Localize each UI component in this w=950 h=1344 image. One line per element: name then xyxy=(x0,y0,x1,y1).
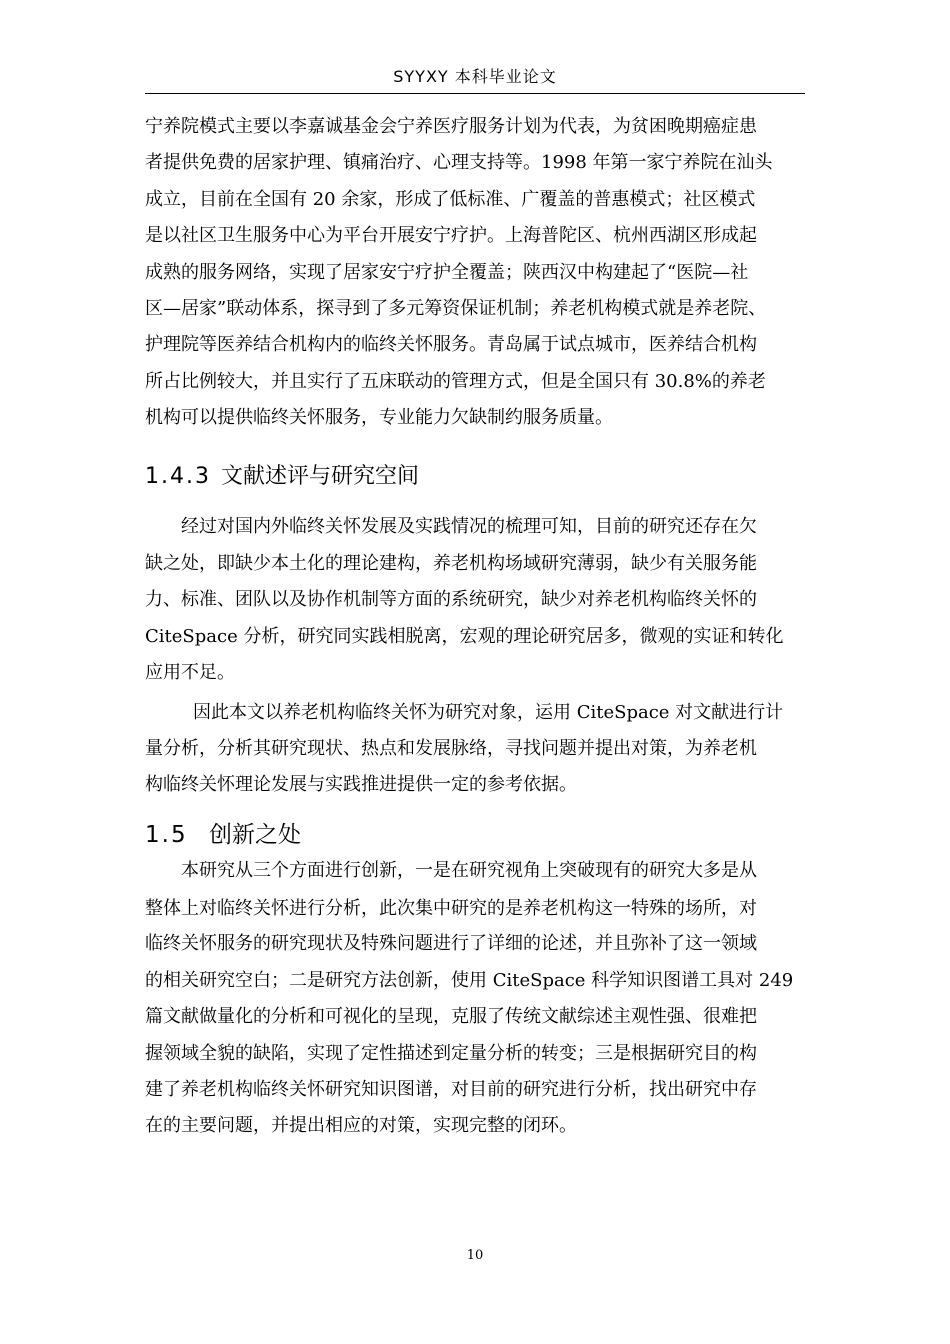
text-line: 篇文献做量化的分析和可视化的呈现，克服了传统文献综述主观性强、很难把 xyxy=(145,1006,757,1027)
text-line: 机构可以提供临终关怀服务，专业能力欠缺制约服务质量。 xyxy=(145,407,613,428)
page-number: 10 xyxy=(466,1248,484,1263)
running-header: SYYXY 本科毕业论文 xyxy=(393,67,557,86)
text-line: 护理院等医养结合机构内的临终关怀服务。青岛属于试点城市，医养结合机构 xyxy=(145,334,757,355)
text-line: 区—居家”联动体系，探寻到了多元筹资保证机制；养老机构模式就是养老院、 xyxy=(145,298,767,319)
text-line: 力、标准、团队以及协作机制等方面的系统研究，缺少对养老机构临终关怀的 xyxy=(145,589,757,610)
section-heading-1-4-3 xyxy=(145,460,419,494)
text-line: 因此本文以养老机构临终关怀为研究对象，运用 CiteSpace 对文献进行计 xyxy=(193,702,784,723)
text-line: 临终关怀服务的研究现状及特殊问题进行了详细的论述，并且弥补了这一领域 xyxy=(145,933,757,954)
text-line: 建了养老机构临终关怀研究知识图谱，对目前的研究进行分析，找出研究中存 xyxy=(145,1079,757,1100)
section-title: 创新之处 xyxy=(209,822,301,848)
text-line: 成熟的服务网络，实现了居家安宁疗护全覆盖；陕西汉中构建起了“医院—社 xyxy=(145,262,749,283)
section-number: 1.4.3 xyxy=(145,464,211,489)
text-line: 经过对国内外临终关怀发展及实践情况的梳理可知，目前的研究还存在欠 xyxy=(181,516,757,537)
text-line: 在的主要问题，并提出相应的对策，实现完整的闭环。 xyxy=(145,1115,577,1136)
section-heading-1-5 xyxy=(145,818,301,852)
text-line: 成立，目前在全国有 20 余家，形成了低标准、广覆盖的普惠模式；社区模式 xyxy=(145,189,756,210)
header-rule xyxy=(145,93,805,94)
text-line: 宁养院模式主要以李嘉诚基金会宁养医疗服务计划为代表，为贫困晚期癌症患 xyxy=(145,116,757,137)
text-line: 握领域全貌的缺陷，实现了定性描述到定量分析的转变；三是根据研究目的构 xyxy=(145,1043,757,1064)
section-number: 1.5 xyxy=(145,822,188,848)
text-line: CiteSpace 分析，研究同实践相脱离，宏观的理论研究居多，微观的实证和转化 xyxy=(145,626,784,647)
text-line: 是以社区卫生服务中心为平台开展安宁疗护。上海普陀区、杭州西湖区形成起 xyxy=(145,225,757,246)
text-line: 缺之处，即缺少本土化的理论建构，养老机构场域研究薄弱，缺少有关服务能 xyxy=(145,553,757,574)
section-title: 文献述评与研究空间 xyxy=(221,464,420,489)
text-line: 整体上对临终关怀进行分析，此次集中研究的是养老机构这一特殊的场所，对 xyxy=(145,898,757,919)
text-line: 者提供免费的居家护理、镇痛治疗、心理支持等。1998 年第一家宁养院在汕头 xyxy=(145,152,773,173)
text-line: 本研究从三个方面进行创新，一是在研究视角上突破现有的研究大多是从 xyxy=(181,860,757,881)
text-line: 量分析，分析其研究现状、热点和发展脉络，寻找问题并提出对策，为养老机 xyxy=(145,738,757,759)
text-line: 的相关研究空白；二是研究方法创新，使用 CiteSpace 科学知识图谱工具对 249 xyxy=(145,970,794,991)
text-line: 应用不足。 xyxy=(145,662,235,683)
text-line: 构临终关怀理论发展与实践推进提供一定的参考依据。 xyxy=(145,774,577,795)
text-line: 所占比例较大，并且实行了五床联动的管理方式，但是全国只有 30.8%的养老 xyxy=(145,371,766,392)
